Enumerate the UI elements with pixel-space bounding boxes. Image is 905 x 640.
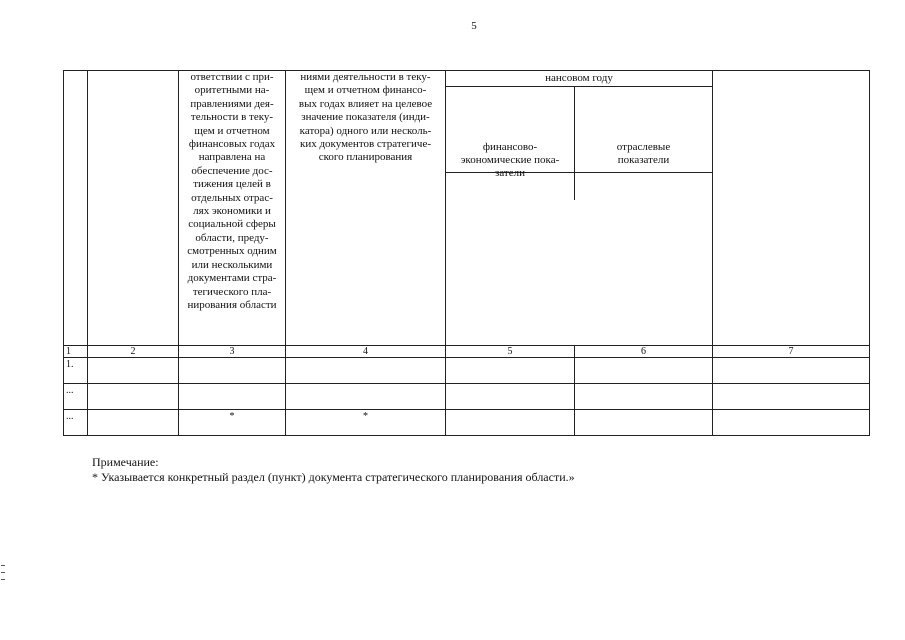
table-row	[64, 384, 870, 410]
table-cell	[179, 358, 286, 384]
page-number: 5	[471, 20, 477, 32]
margin-mark	[1, 572, 5, 573]
header-col5-cell	[446, 114, 574, 180]
table-cell	[446, 358, 575, 384]
column-number: 4	[286, 346, 446, 358]
header-cell-7	[713, 71, 870, 346]
column-number-row	[64, 346, 870, 358]
row-label: 1.	[64, 358, 88, 384]
table-cell	[713, 358, 870, 384]
table-cell	[575, 384, 713, 410]
header-cell-3	[179, 71, 286, 346]
margin-mark	[1, 565, 5, 566]
table-cell: *	[179, 410, 286, 436]
header-cell-1	[64, 71, 88, 346]
margin-mark	[1, 579, 5, 580]
header-group-title: нансовом году	[446, 71, 712, 87]
note-text: * Указывается конкретный раздел (пункт) документа стратегического планирования области.»	[92, 470, 575, 484]
column-number: 7	[713, 346, 870, 358]
table-cell	[575, 410, 713, 436]
table-cell	[179, 384, 286, 410]
column-number: 3	[179, 346, 286, 358]
table-cell	[286, 384, 446, 410]
report-table	[63, 70, 870, 436]
header-group-cell	[446, 71, 713, 346]
header-col5-text: финансово- экономические пока- затели	[460, 140, 560, 180]
table-row	[64, 358, 870, 384]
table-cell	[88, 384, 179, 410]
table-cell: *	[286, 410, 446, 436]
row-label: ...	[64, 410, 88, 436]
column-number: 1	[64, 346, 88, 358]
table-cell	[713, 384, 870, 410]
table-cell	[88, 410, 179, 436]
table-cell	[88, 358, 179, 384]
table-cell	[575, 358, 713, 384]
column-number: 5	[446, 346, 575, 358]
header-col6-text: отраслевые показатели	[616, 140, 671, 167]
note-heading: Примечание:	[92, 455, 159, 469]
table-header-row	[64, 71, 870, 346]
table-cell	[286, 358, 446, 384]
note-block	[92, 455, 575, 485]
header-col6-cell	[575, 114, 712, 173]
header-cell-2	[88, 71, 179, 346]
column-number: 6	[575, 346, 713, 358]
header-cell-4	[286, 71, 446, 346]
header-col3-text: ответствии с при- оритетными на- правлениями дея- тельности в теку- щем и отчетном финансовых годах направлена на обеспечение дос- тижения целей в отдельных отрас- лях экономики и социальной сферы области, преду- смотренных одним или несколькими документами стра- тегического пла- нирования области	[187, 71, 277, 311]
table-row	[64, 410, 870, 436]
table-cell	[713, 410, 870, 436]
column-number: 2	[88, 346, 179, 358]
table-cell	[446, 410, 575, 436]
header-col4-text: ниями деятельности в теку- щем и отчетном финансо- вых годах влияет на целевое значение показателя (инди- катора) одного или несколь- ких документов стратегиче- ского планирования	[298, 71, 433, 164]
row-label: ...	[64, 384, 88, 410]
table-cell	[446, 384, 575, 410]
